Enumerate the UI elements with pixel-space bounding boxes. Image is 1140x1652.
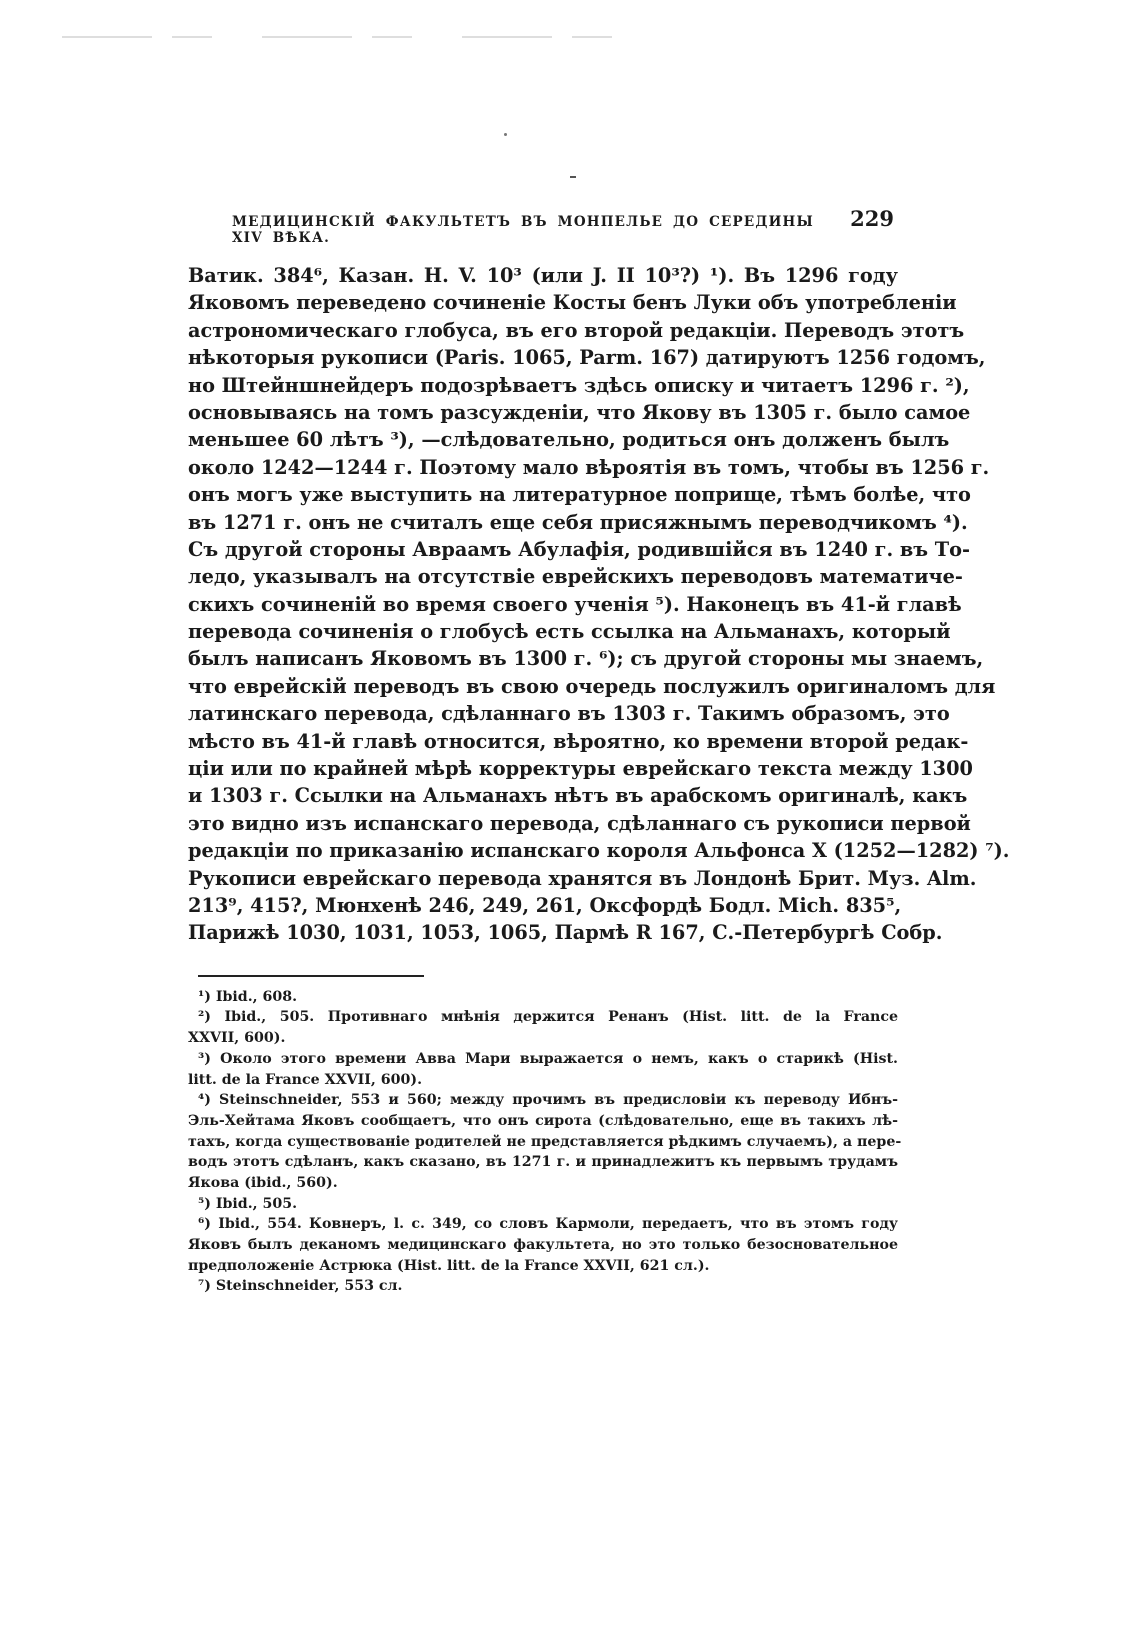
- body-text: [188, 262, 1010, 947]
- text-line: Ватик. 384⁶, Казан. H. V. 10³ (или J. II 10³?) ¹). Въ 1296 году: [188, 264, 898, 287]
- running-title: МЕДИЦИНСКІЙ ФАКУЛЬТЕТЪ ВЪ МОНПЕЛЬЕ ДО СЕРЕДИНЫ XIV ВѢКА.: [232, 214, 814, 246]
- text-line: меньшее 60 лѣтъ ³), —слѣдовательно, родиться онъ долженъ былъ: [188, 428, 950, 452]
- text-line: что еврейскій переводъ въ свою очередь послужилъ оригиналомъ для: [188, 674, 996, 698]
- text-line: астрономическаго глобуса, въ его второй редакціи. Переводъ этотъ: [188, 318, 965, 342]
- footnote-line: ⁶) Ibid., 554. Ковнеръ, l. c. 349, со словъ Кармоли, передаетъ, что въ этомъ году: [198, 1216, 898, 1233]
- footnote-line: предположеніе Астрюка (Hist. litt. de la France XXVII, 621 сл.).: [188, 1257, 710, 1274]
- footnote-line: ⁵) Ibid., 505.: [198, 1195, 298, 1212]
- footnote-line: ¹) Ibid., 608.: [198, 988, 298, 1005]
- text-line: и 1303 г. Ссылки на Альманахъ нѣтъ въ арабскомъ оригиналѣ, какъ: [188, 784, 968, 808]
- text-line: это видно изъ испанскаго перевода, сдѣланнаго съ рукописи первой: [188, 811, 971, 835]
- footnote-line: XXVII, 600).: [188, 1030, 286, 1047]
- text-line: Яковомъ переведено сочиненіе Косты бенъ Луки объ употребленіи: [188, 291, 957, 315]
- footnotes: [188, 987, 902, 1297]
- text-line: нѣкоторыя рукописи (Paris. 1065, Parm. 167) датируютъ 1256 годомъ,: [188, 346, 986, 370]
- footnote-line: Яковъ былъ деканомъ медицинскаго факультета, но это только безосновательное: [188, 1237, 898, 1254]
- text-line: въ 1271 г. онъ не считалъ еще себя присяжнымъ переводчикомъ ⁴).: [188, 510, 968, 534]
- text-line: Рукописи еврейскаго перевода хранятся въ Лондонѣ Брит. Муз. Alm.: [188, 866, 977, 890]
- page-number: 229: [850, 206, 894, 231]
- text-line: латинскаго перевода, сдѣланнаго въ 1303 г. Такимъ образомъ, это: [188, 702, 950, 726]
- text-line: около 1242—1244 г. Поэтому мало вѣроятія въ томъ, чтобы въ 1256 г.: [188, 455, 990, 479]
- text-line: перевода сочиненія о глобусѣ есть ссылка на Альманахъ, который: [188, 620, 951, 644]
- scan-artifact-line: [62, 36, 622, 38]
- text-line: редакціи по приказанію испанскаго короля Альфонса X (1252—1282) ⁷).: [188, 839, 1010, 863]
- footnote-line: ⁴) Steinschneider, 553 и 560; между прочимъ въ предисловіи къ переводу Ибнъ-: [198, 1092, 898, 1109]
- text-line: Съ другой стороны Авраамъ Абулафія, родившійся въ 1240 г. въ То-: [188, 537, 971, 561]
- text-line: основываясь на томъ разсужденіи, что Якову въ 1305 г. было самое: [188, 400, 971, 424]
- footnote-line: тахъ, когда существованіе родителей не представляется рѣдкимъ случаемъ), а пере-: [188, 1133, 902, 1150]
- text-line: Парижѣ 1030, 1031, 1053, 1065, Пармѣ R 167, С.-Петербургѣ Собр.: [188, 921, 943, 945]
- footnote-line: ³) Около этого времени Авва Мари выражается о немъ, какъ о старикѣ (Hist.: [198, 1050, 898, 1067]
- scan-speck: [504, 133, 507, 136]
- text-line: скихъ сочиненій во время своего ученія ⁵). Наконецъ въ 41-й главѣ: [188, 592, 962, 616]
- text-line: ледо, указывалъ на отсутствіе еврейскихъ переводовъ математиче-: [188, 565, 963, 589]
- footnote-line: Якова (ibid., 560).: [188, 1174, 338, 1191]
- footnote-line: litt. de la France XXVII, 600).: [188, 1071, 423, 1088]
- text-line: былъ написанъ Яковомъ въ 1300 г. ⁶); съ другой стороны мы знаемъ,: [188, 647, 984, 671]
- footnote-line: ²) Ibid., 505. Противнаго мнѣнія держится Ренанъ (Hist. litt. de la France: [198, 1009, 898, 1026]
- footnote-line: водъ этотъ сдѣланъ, какъ сказано, въ 1271 г. и принадлежитъ къ первымъ трудамъ: [188, 1154, 898, 1171]
- text-line: ціи или по крайней мѣрѣ корректуры еврейскаго текста между 1300: [188, 757, 973, 781]
- footnote-line: ⁷) Steinschneider, 553 сл.: [198, 1278, 403, 1295]
- scan-speck: [570, 176, 576, 178]
- text-line: но Штейншнейдеръ подозрѣваетъ здѣсь описку и читаетъ 1296 г. ²),: [188, 373, 970, 397]
- text-line: мѣсто въ 41-й главѣ относится, вѣроятно, ко времени второй редак-: [188, 729, 969, 753]
- text-line: 213⁹, 415?, Мюнхенѣ 246, 249, 261, Оксфордѣ Бодл. Mich. 835⁵,: [188, 893, 902, 917]
- book-page: [188, 206, 1010, 1297]
- footnote-line: Эль-Хейтама Яковъ сообщаетъ, что онъ сирота (слѣдовательно, еще въ такихъ лѣ-: [188, 1112, 898, 1129]
- running-head: [188, 206, 898, 246]
- text-line: онъ могъ уже выступить на литературное поприще, тѣмъ болѣе, что: [188, 483, 971, 507]
- footnote-separator: [198, 975, 424, 977]
